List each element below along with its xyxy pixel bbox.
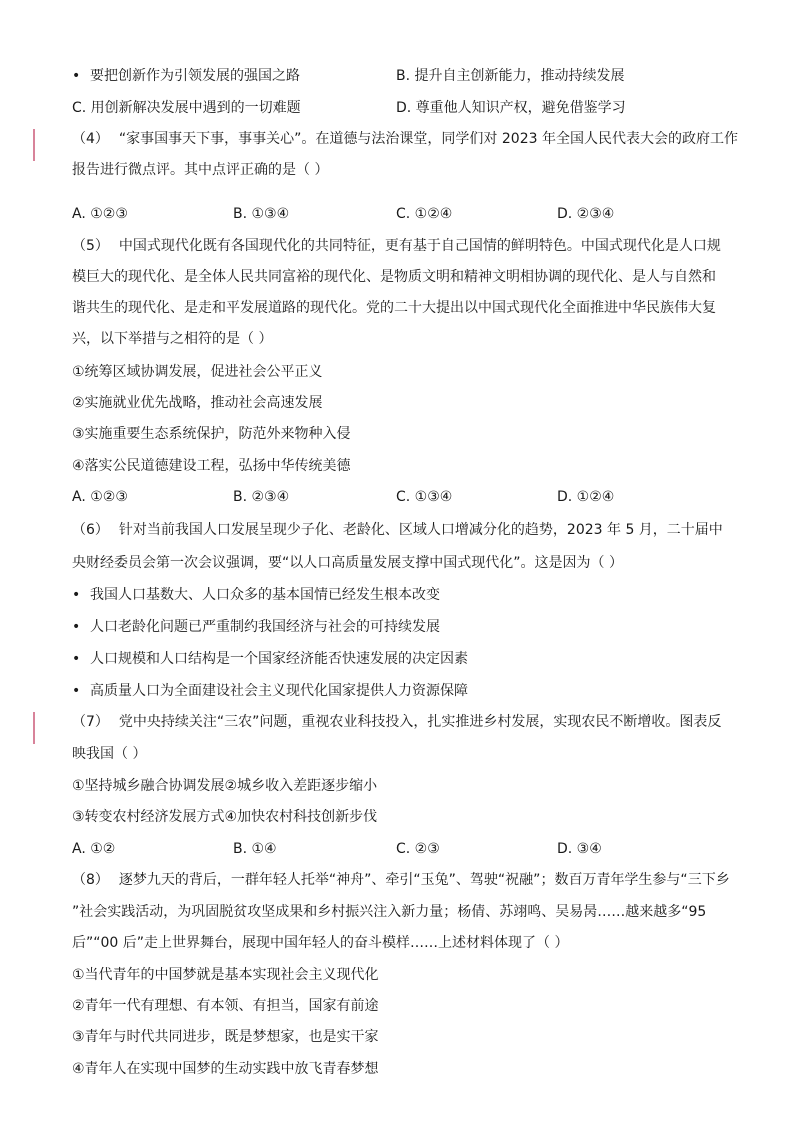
q5-item-1: ①统筹区域协调发展，促进社会公平正义 <box>72 364 323 380</box>
q5-option-a: A. ①②③ <box>72 489 128 505</box>
q5-item-3: ③实施重要生态系统保护，防范外来物种入侵 <box>72 426 351 442</box>
bullet: • <box>72 619 81 635</box>
bullet: • <box>72 68 81 84</box>
q6-bullet-1: • 我国人口基数大、人口众多的基本国情已经发生根本改变 <box>72 587 440 603</box>
q5-stem-line2: 模巨大的现代化、是全体人民共同富裕的现代化、是物质文明和精神文明相协调的现代化、是人与自然和 <box>72 269 716 285</box>
q5-item-2: ②实施就业优先战略，推动社会高速发展 <box>72 395 323 411</box>
q6-bullet-2: • 人口老龄化问题已严重制约我国经济与社会的可持续发展 <box>72 619 440 635</box>
question-number: （8） <box>72 872 109 888</box>
q5-stem-line1: （5） 中国式现代化既有各国现代化的共同特征，更有基于自己国情的鲜明特色。中国式现代化是人口规 <box>72 238 721 254</box>
q4-option-c: C. ①②④ <box>396 206 453 222</box>
q7-item-2: ③转变农村经济发展方式④加快农村科技创新步伐 <box>72 809 378 825</box>
q8-stem-line2: ”社会实践活动，为巩固脱贫攻坚成果和乡村振兴注入新力量；杨倩、苏翊鸣、吴易昺……越来越多“95 <box>72 904 707 920</box>
q3-option-c: C. 用创新解决发展中遇到的一切难题 <box>72 100 301 116</box>
q4-stem-line1: （4） “家事国事天下事，事事关心”。在道德与法治课堂，同学们对 2023 年全国人民代表大会的政府工作 <box>72 131 738 147</box>
q5-option-c: C. ①③④ <box>396 489 453 505</box>
q5-stem-line3: 谐共生的现代化、是走和平发展道路的现代化。党的二十大提出以中国式现代化全面推进中华民族伟大复 <box>72 300 716 316</box>
q8-item-4: ④青年人在实现中国梦的生动实践中放飞青春梦想 <box>72 1061 379 1077</box>
q5-stem-line4: 兴，以下举措与之相符的是（ ） <box>72 331 273 347</box>
q5-option-d: D. ①②④ <box>557 489 615 505</box>
question-number: （5） <box>72 238 109 254</box>
question-number: （6） <box>72 522 109 538</box>
q6-bullet-4: • 高质量人口为全面建设社会主义现代化国家提供人力资源保障 <box>72 683 468 699</box>
bullet: • <box>72 587 81 603</box>
q7-stem-line1: （7） 党中央持续关注“三农”问题，重视农业科技投入，扎实推进乡村发展，实现农民不断增收。图表反 <box>72 714 722 730</box>
question-number: （7） <box>72 714 109 730</box>
q5-item-4: ④落实公民道德建设工程，弘扬中华传统美德 <box>72 458 351 474</box>
q3-option-d: D. 尊重他人知识产权，避免借鉴学习 <box>396 100 626 116</box>
q8-stem-line1: （8） 逐梦九天的背后，一群年轻人托举“神舟”、牵引“玉兔”、驾驶“祝融”；数百万青年学生参与“三下乡 <box>72 872 730 888</box>
q7-option-c: C. ②③ <box>396 841 440 857</box>
q8-item-1: ①当代青年的中国梦就是基本实现社会主义现代化 <box>72 967 379 983</box>
q7-stem-line2: 映我国（ ） <box>72 746 147 762</box>
q3-option-b: B. 提升自主创新能力，推动持续发展 <box>396 68 625 84</box>
q8-item-2: ②青年一代有理想、有本领、有担当，国家有前途 <box>72 998 379 1014</box>
q4-stem-line2: 报告进行微点评。其中点评正确的是（ ） <box>72 162 329 178</box>
q3-option-a: • 要把创新作为引领发展的强国之路 <box>72 68 300 84</box>
q6-bullet-3: • 人口规模和人口结构是一个国家经济能否快速发展的决定因素 <box>72 651 468 667</box>
margin-marker <box>33 712 35 744</box>
q8-stem-line3: 后”“00 后”走上世界舞台，展现中国年轻人的奋斗模样……上述材料体现了（ ） <box>72 935 569 951</box>
q7-option-d: D. ③④ <box>557 841 602 857</box>
margin-marker <box>33 129 35 161</box>
q6-stem-line1: （6） 针对当前我国人口发展呈现少子化、老龄化、区域人口增减分化的趋势，2023 年 5 月，二十届中 <box>72 522 723 538</box>
q4-option-d: D. ②③④ <box>557 206 615 222</box>
q5-option-b: B. ②③④ <box>233 489 290 505</box>
q7-option-a: A. ①② <box>72 841 116 857</box>
q4-option-b: B. ①③④ <box>233 206 290 222</box>
q7-option-b: B. ①④ <box>233 841 277 857</box>
question-number: （4） <box>72 131 109 147</box>
bullet: • <box>72 651 81 667</box>
q8-item-3: ③青年与时代共同进步，既是梦想家，也是实干家 <box>72 1029 379 1045</box>
q6-stem-line2: 央财经委员会第一次会议强调，要“以人口高质量发展支撑中国式现代化”。这是因为（ ） <box>72 555 623 571</box>
q7-item-1: ①坚持城乡融合协调发展②城乡收入差距逐步缩小 <box>72 778 378 794</box>
q4-option-a: A. ①②③ <box>72 206 128 222</box>
bullet: • <box>72 683 81 699</box>
